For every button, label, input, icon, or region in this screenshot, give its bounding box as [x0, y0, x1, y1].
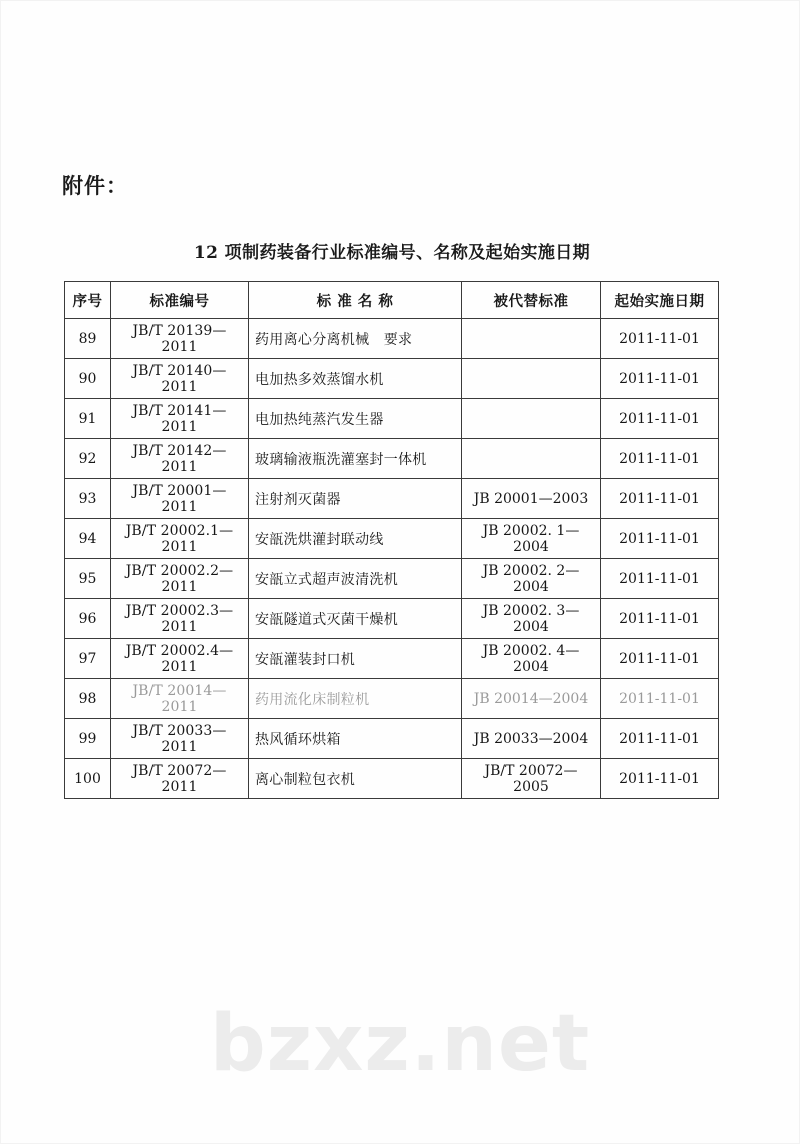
- cell-sequence: 99: [65, 719, 111, 759]
- cell-effective-date: 2011-11-01: [601, 479, 719, 519]
- cell-standard-name: 热风循环烘箱: [249, 719, 462, 759]
- column-header-standard-code: 标准编号: [111, 282, 249, 319]
- cell-replaced-standard: JB 20002. 2—2004: [462, 559, 601, 599]
- cell-effective-date: 2011-11-01: [601, 639, 719, 679]
- table-row: [65, 479, 719, 519]
- table-row: [65, 319, 719, 359]
- cell-replaced-standard: [462, 359, 601, 399]
- cell-standard-name: 玻璃输液瓶洗灌塞封一体机: [249, 439, 462, 479]
- cell-effective-date: 2011-11-01: [601, 599, 719, 639]
- cell-effective-date: 2011-11-01: [601, 439, 719, 479]
- cell-replaced-standard: JB 20002. 1—2004: [462, 519, 601, 559]
- cell-sequence: 95: [65, 559, 111, 599]
- cell-standard-code: JB/T 20139—2011: [111, 319, 249, 359]
- cell-sequence: 97: [65, 639, 111, 679]
- table-row: [65, 679, 719, 719]
- cell-standard-code: JB/T 20014—2011: [111, 679, 249, 719]
- cell-replaced-standard: [462, 439, 601, 479]
- cell-effective-date: 2011-11-01: [601, 399, 719, 439]
- cell-standard-name: 药用流化床制粒机: [249, 679, 462, 719]
- cell-standard-code: JB/T 20001—2011: [111, 479, 249, 519]
- cell-effective-date: 2011-11-01: [601, 759, 719, 799]
- cell-effective-date: 2011-11-01: [601, 679, 719, 719]
- attachment-label: 附件：: [62, 173, 128, 198]
- cell-sequence: 92: [65, 439, 111, 479]
- column-header-replaced-standard: 被代替标准: [462, 282, 601, 319]
- table-body: [65, 319, 719, 799]
- cell-standard-code: JB/T 20072—2011: [111, 759, 249, 799]
- table-row: [65, 759, 719, 799]
- cell-effective-date: 2011-11-01: [601, 319, 719, 359]
- cell-standard-name: 安瓿灌装封口机: [249, 639, 462, 679]
- cell-standard-code: JB/T 20002.4—2011: [111, 639, 249, 679]
- cell-standard-name: 离心制粒包衣机: [249, 759, 462, 799]
- cell-standard-name: 电加热多效蒸馏水机: [249, 359, 462, 399]
- cell-sequence: 100: [65, 759, 111, 799]
- cell-standard-name: 安瓿隧道式灭菌干燥机: [249, 599, 462, 639]
- cell-replaced-standard: JB 20001—2003: [462, 479, 601, 519]
- standards-table: [64, 281, 719, 799]
- column-header-effective-date: 起始实施日期: [601, 282, 719, 319]
- table-row: [65, 599, 719, 639]
- cell-sequence: 93: [65, 479, 111, 519]
- cell-sequence: 90: [65, 359, 111, 399]
- column-header-standard-name: 标 准 名 称: [249, 282, 462, 319]
- table-row: [65, 639, 719, 679]
- cell-replaced-standard: JB 20033—2004: [462, 719, 601, 759]
- table-row: [65, 399, 719, 439]
- cell-standard-code: JB/T 20141—2011: [111, 399, 249, 439]
- cell-standard-code: JB/T 20002.2—2011: [111, 559, 249, 599]
- table-row: [65, 439, 719, 479]
- table-row: [65, 359, 719, 399]
- cell-effective-date: 2011-11-01: [601, 719, 719, 759]
- table-header: [65, 282, 719, 319]
- cell-sequence: 91: [65, 399, 111, 439]
- cell-replaced-standard: JB 20002. 4—2004: [462, 639, 601, 679]
- cell-replaced-standard: [462, 399, 601, 439]
- cell-standard-code: JB/T 20140—2011: [111, 359, 249, 399]
- cell-standard-name: 安瓿立式超声波清洗机: [249, 559, 462, 599]
- cell-sequence: 98: [65, 679, 111, 719]
- cell-replaced-standard: JB 20014—2004: [462, 679, 601, 719]
- site-watermark: bzxz.net: [209, 999, 591, 1089]
- cell-standard-code: JB/T 20002.3—2011: [111, 599, 249, 639]
- table-row: [65, 519, 719, 559]
- cell-sequence: 89: [65, 319, 111, 359]
- cell-sequence: 94: [65, 519, 111, 559]
- cell-replaced-standard: [462, 319, 601, 359]
- table-header-row: [65, 282, 719, 319]
- table-title: 12 项制药装备行业标准编号、名称及起始实施日期: [193, 243, 591, 263]
- cell-standard-name: 电加热纯蒸汽发生器: [249, 399, 462, 439]
- table-row: [65, 559, 719, 599]
- cell-replaced-standard: JB 20002. 3—2004: [462, 599, 601, 639]
- cell-effective-date: 2011-11-01: [601, 519, 719, 559]
- cell-standard-name: 药用离心分离机械 要求: [249, 319, 462, 359]
- cell-replaced-standard: JB/T 20072—2005: [462, 759, 601, 799]
- column-header-sequence: 序号: [65, 282, 111, 319]
- cell-standard-code: JB/T 20002.1—2011: [111, 519, 249, 559]
- cell-standard-name: 安瓿洗烘灌封联动线: [249, 519, 462, 559]
- cell-standard-code: JB/T 20142—2011: [111, 439, 249, 479]
- cell-effective-date: 2011-11-01: [601, 359, 719, 399]
- cell-standard-code: JB/T 20033—2011: [111, 719, 249, 759]
- cell-standard-name: 注射剂灭菌器: [249, 479, 462, 519]
- table-row: [65, 719, 719, 759]
- cell-sequence: 96: [65, 599, 111, 639]
- cell-effective-date: 2011-11-01: [601, 559, 719, 599]
